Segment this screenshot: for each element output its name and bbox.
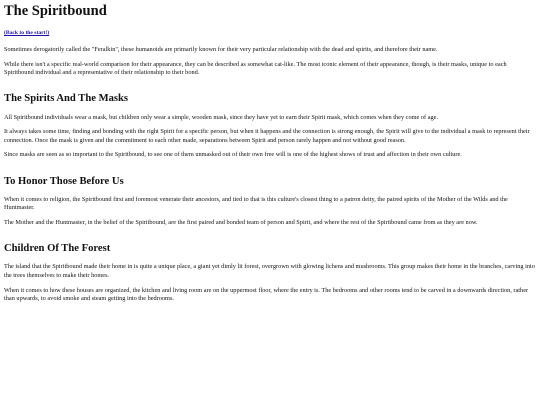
section-heading-honor-ancestors: To Honor Those Before Us [4, 175, 124, 187]
section-paragraph: It always takes some time, finding and bonding with the right Spirit for a specific person, but when it happens and the connection is strong enough, the Spirit will give to the individual a mask to represent their connection. Once the mask is given and the commitment to each other made, separations between Spirit and person rarely happen and not without good reason. [4, 128, 530, 144]
section-paragraph: All Spiritbound individuals wear a mask, but children only wear a simple, wooden mask, since they have yet to earn their Spirit mask, which comes when they come of age. [4, 113, 439, 121]
section-paragraph: The island that the Spiritbound made their home in is quite a unique place, a giant yet dimly lit forest, overgrown with glowing lichens and mushrooms. This group makes their home in the branches, carving into the trees themselves to make their homes. [4, 263, 535, 279]
section-heading-children-forest: Children Of The Forest [4, 243, 111, 255]
back-to-start-link[interactable]: (Back to the start!) [4, 29, 50, 36]
section-paragraph: When it comes to how these houses are organized, the kitchen and living room are on the uppermost floor, where the entry is. The bedrooms and other rooms tend to be carved in a downwards direction, rather than upwards, to avoid smoke and steam getting into the bedrooms. [4, 286, 529, 302]
intro-paragraph: While there isn't a specific real-world comparison for their appearance, they can be described as somewhat cat-like. The most iconic element of their appearance, though, is their masks, unique to each Spiritbound individual and a representative of their relationship to their bond. [4, 60, 507, 77]
section-paragraph: When it comes to religion, the Spiritbound first and foremost venerate their ancestors, and tied to that is this culture's closest thing to a patron deity, the paired spirits of the Mother of the Wilds and the Huntmaster. [4, 195, 508, 212]
intro-paragraph: Sometimes derogatorily called the "Feralkin", these humanoids are primarily known for their very particular relationship with the dead and spirits, and therefore their name. [4, 45, 438, 53]
section-paragraph: The Mother and the Huntmaster, in the belief of the Spiritbound, are the first paired and bonded team of person and Spirit, and where the rest of the Spiritbound came from as they are now. [4, 218, 478, 226]
page-title: The Spiritbound [4, 3, 107, 19]
section-paragraph: Since masks are seen as so important to the Spiritbound, to see one of them unmasked out of their own free will is one of the highest shows of trust and affection in their own culture. [4, 151, 462, 159]
section-heading-spirits-masks: The Spirits And The Masks [4, 93, 129, 105]
